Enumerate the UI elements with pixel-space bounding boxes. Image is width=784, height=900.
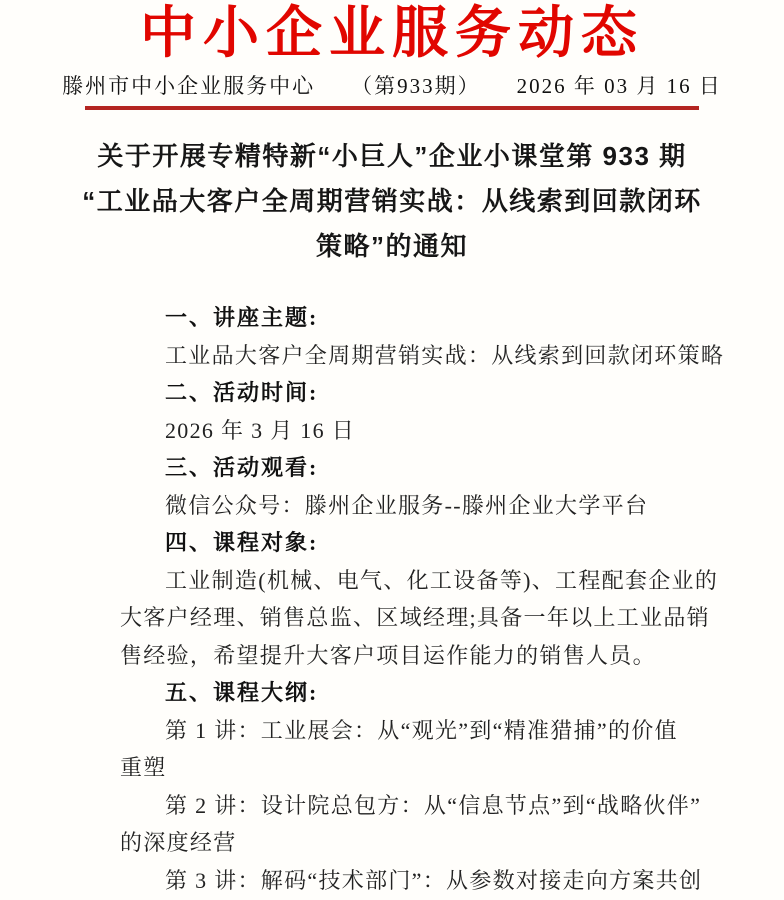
issuer-name: 滕州市中小企业服务中心 bbox=[62, 74, 316, 98]
section-heading-event-viewing: 三、活动观看: bbox=[165, 455, 319, 480]
outline-lecture-1-line-2: 重塑 bbox=[120, 755, 167, 780]
issue-date: 2026 年 03 月 16 日 bbox=[516, 74, 722, 98]
issue-number: （第933期） bbox=[351, 74, 481, 98]
issue-info-line bbox=[0, 73, 784, 99]
audience-text-line-2: 大客户经理、销售总监、区域经理;具备一年以上工业品销 bbox=[120, 605, 710, 630]
section-heading-event-time: 二、活动时间: bbox=[165, 380, 319, 405]
notice-title bbox=[0, 134, 784, 269]
audience-text-line-3: 售经验，希望提升大客户项目运作能力的销售人员。 bbox=[120, 642, 656, 668]
masthead-title: 中小企业服务动态 bbox=[140, 3, 644, 65]
section-heading-lecture-topic: 一、讲座主题: bbox=[165, 305, 319, 330]
outline-lecture-2-line-2: 的深度经营 bbox=[120, 830, 237, 855]
notice-title-line-1: 关于开展专精特新“小巨人”企业小课堂第 933 期 bbox=[97, 141, 687, 171]
event-time-text: 2026 年 3 月 16 日 bbox=[165, 417, 356, 443]
outline-lecture-1-line-1: 第 1 讲：工业展会：从“观光”到“精准猎捕”的价值 bbox=[165, 717, 678, 743]
section-heading-outline: 五、课程大纲: bbox=[165, 680, 319, 705]
notice-title-line-3: 策略”的通知 bbox=[315, 231, 468, 261]
audience-text-line-1: 工业制造(机械、电气、化工设备等)、工程配套企业的 bbox=[165, 567, 719, 593]
event-viewing-text: 微信公众号：滕州企业服务--滕州企业大学平台 bbox=[165, 492, 649, 518]
notice-title-line-2: “工业品大客户全周期营销实战：从线索到回款闭环 bbox=[82, 186, 702, 216]
outline-lecture-2-line-1: 第 2 讲：设计院总包方：从“信息节点”到“战略伙伴” bbox=[165, 792, 702, 818]
red-divider-line bbox=[85, 106, 699, 110]
outline-lecture-3-line-1: 第 3 讲：解码“技术部门”：从参数对接走向方案共创 bbox=[165, 867, 703, 893]
lecture-topic-text: 工业品大客户全周期营销实战：从线索到回款闭环策略 bbox=[165, 342, 725, 368]
notice-body bbox=[0, 299, 784, 899]
section-heading-audience: 四、课程对象: bbox=[165, 530, 319, 555]
